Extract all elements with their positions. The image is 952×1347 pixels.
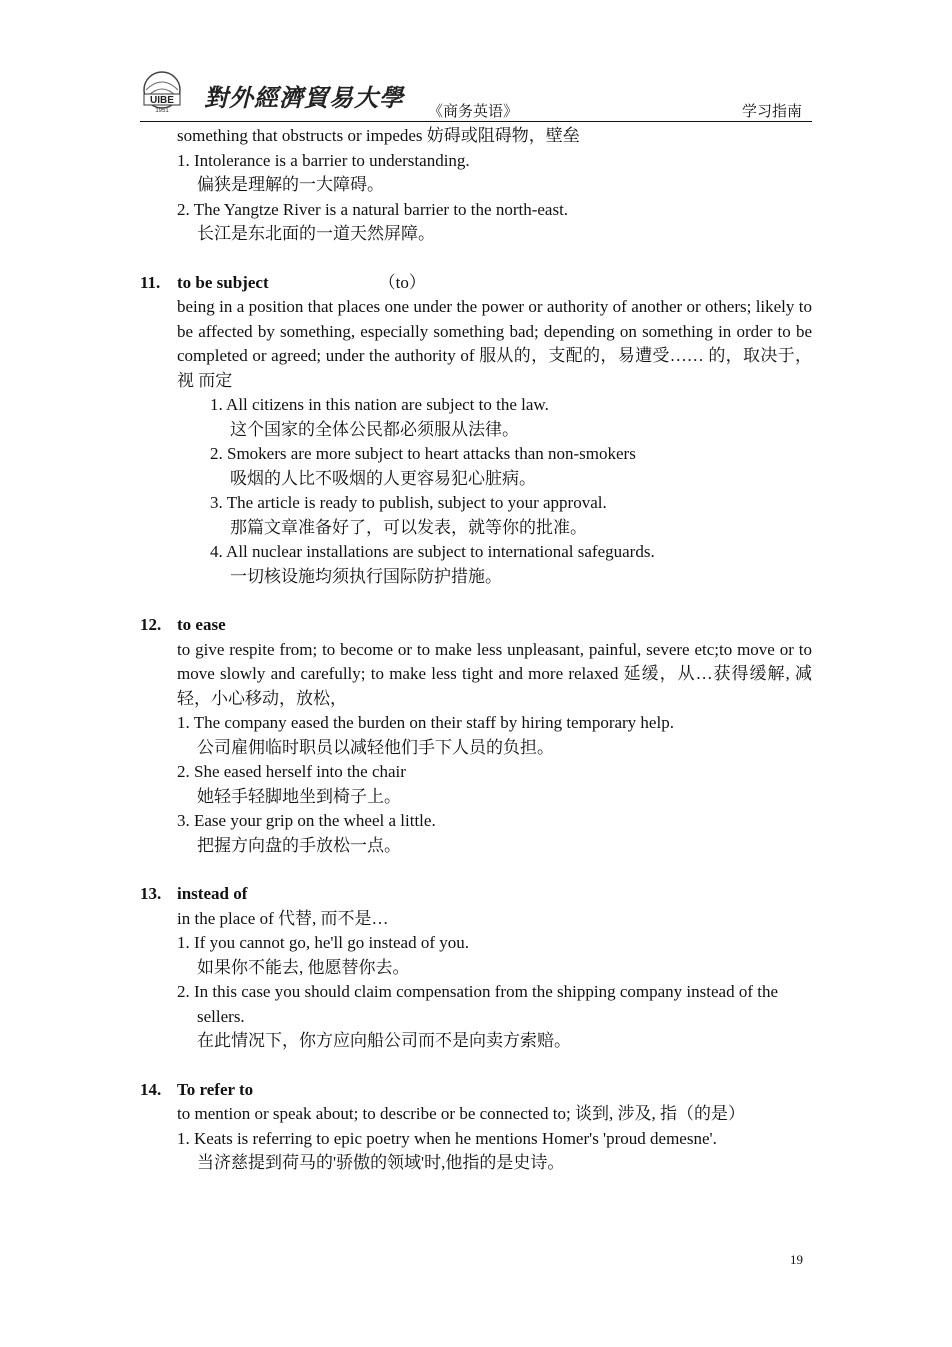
example-zh: 把握方向盘的手放松一点。 bbox=[197, 835, 401, 855]
example bbox=[177, 1127, 812, 1176]
example-en: 2. Smokers are more subject to heart attacks than non-smokers bbox=[210, 444, 636, 463]
example-zh: 长江是东北面的一道天然屏障。 bbox=[197, 224, 435, 243]
entry-heading bbox=[140, 613, 812, 638]
entry-heading bbox=[140, 1078, 812, 1103]
example bbox=[210, 491, 812, 540]
example-en: 1. If you cannot go, he'll go instead of you. bbox=[177, 933, 470, 952]
entry-heading bbox=[140, 882, 812, 907]
example-zh: 吸烟的人比不吸烟的人更容易犯心脏病。 bbox=[230, 468, 536, 488]
entry-definition: to give respite from; to become or to make less unpleasant, painful, severe etc;to move or to move slowly and carefully; to make less tight and more relaxed 延缓，从…获得缓解, 减轻，小心移动，放松， bbox=[177, 639, 812, 708]
entry-14 bbox=[140, 1078, 812, 1176]
entry-term-suffix: （to） bbox=[378, 272, 426, 292]
guide-label: 学习指南 bbox=[741, 104, 802, 120]
entry-number: 12. bbox=[140, 615, 162, 634]
example bbox=[177, 149, 812, 198]
course-title: 《商务英语》 bbox=[428, 104, 519, 120]
example-en: 4. All nuclear installations are subject to international safeguards. bbox=[210, 542, 655, 561]
university-logo bbox=[140, 68, 202, 114]
header-rule bbox=[140, 121, 812, 122]
university-name: 對外經濟貿易大學 bbox=[204, 86, 404, 112]
example bbox=[210, 540, 812, 589]
logo-text: UIBE bbox=[150, 95, 174, 106]
example-zh: 她轻手轻脚地坐到椅子上。 bbox=[197, 786, 401, 806]
example bbox=[177, 980, 812, 1054]
page-content bbox=[140, 124, 812, 1176]
entry-12 bbox=[140, 613, 812, 858]
page-header bbox=[140, 68, 810, 122]
entry-definition: to mention or speak about; to describe or be connected to; 谈到, 涉及, 指（的是） bbox=[177, 1104, 745, 1123]
entry-number: 14. bbox=[140, 1079, 162, 1099]
page-number: 19 bbox=[790, 1252, 803, 1267]
example-zh: 偏狭是理解的一大障碍。 bbox=[197, 175, 384, 194]
entry-definition: in the place of 代替, 而不是… bbox=[177, 908, 389, 928]
entry-definition: being in a position that places one under the power or authority of another or others; likely to be affected by something, especially something bad; depending on something in order to be completed or agreed; under the authority of 服从的，支配的，易遭受…… 的，取决于，视 而定 bbox=[177, 297, 812, 390]
example-zh: 公司雇佣临时职员以减轻他们手下人员的负担。 bbox=[197, 737, 554, 757]
example bbox=[210, 393, 812, 442]
entry-term: to be subject bbox=[177, 272, 269, 292]
example bbox=[177, 711, 812, 760]
logo-year: 1951 bbox=[155, 108, 169, 114]
example bbox=[177, 931, 812, 980]
entry-term: instead of bbox=[177, 884, 248, 903]
entry-number: 11. bbox=[140, 272, 161, 292]
entry-term: to ease bbox=[177, 615, 226, 634]
example-en: 1. Keats is referring to epic poetry when he mentions Homer's 'proud demesne'. bbox=[177, 1128, 717, 1148]
example-zh: 这个国家的全体公民都必须服从法律。 bbox=[230, 419, 519, 439]
example-en: 3. The article is ready to publish, subject to your approval. bbox=[210, 493, 607, 512]
example-zh: 在此情况下，你方应向船公司而不是向卖方索赔。 bbox=[197, 1031, 571, 1050]
example-zh: 那篇文章准备好了，可以发表，就等你的批准。 bbox=[230, 517, 587, 537]
example-en: 3. Ease your grip on the wheel a little. bbox=[177, 811, 436, 830]
example-en: 1. The company eased the burden on their staff by hiring temporary help. bbox=[177, 713, 674, 732]
example-zh: 如果你不能去, 他愿替你去。 bbox=[197, 957, 410, 977]
example bbox=[177, 198, 812, 247]
entry-11 bbox=[140, 271, 812, 590]
example-en: 2. In this case you should claim compensation from the shipping company instead of the sellers. bbox=[177, 982, 779, 1026]
example-en: 2. She eased herself into the chair bbox=[177, 762, 406, 781]
example-en: 1. Intolerance is a barrier to understanding. bbox=[177, 150, 470, 170]
example-en: 2. The Yangtze River is a natural barrier to the north-east. bbox=[177, 199, 569, 219]
example bbox=[210, 442, 812, 491]
example bbox=[177, 760, 812, 809]
entry-13 bbox=[140, 882, 812, 1054]
example bbox=[177, 809, 812, 858]
example-zh: 当济慈提到荷马的'骄傲的领域'时,他指的是史诗。 bbox=[197, 1153, 565, 1172]
entry-heading bbox=[140, 271, 812, 296]
entry-term: To refer to bbox=[177, 1079, 254, 1099]
example-zh: 一切核设施均须执行国际防护措施。 bbox=[230, 566, 502, 586]
intro-definition: something that obstructs or impedes 妨碍或阻碍物，壁垒 bbox=[177, 126, 580, 145]
entry-number: 13. bbox=[140, 884, 162, 903]
example-en: 1. All citizens in this nation are subject to the law. bbox=[210, 395, 549, 414]
